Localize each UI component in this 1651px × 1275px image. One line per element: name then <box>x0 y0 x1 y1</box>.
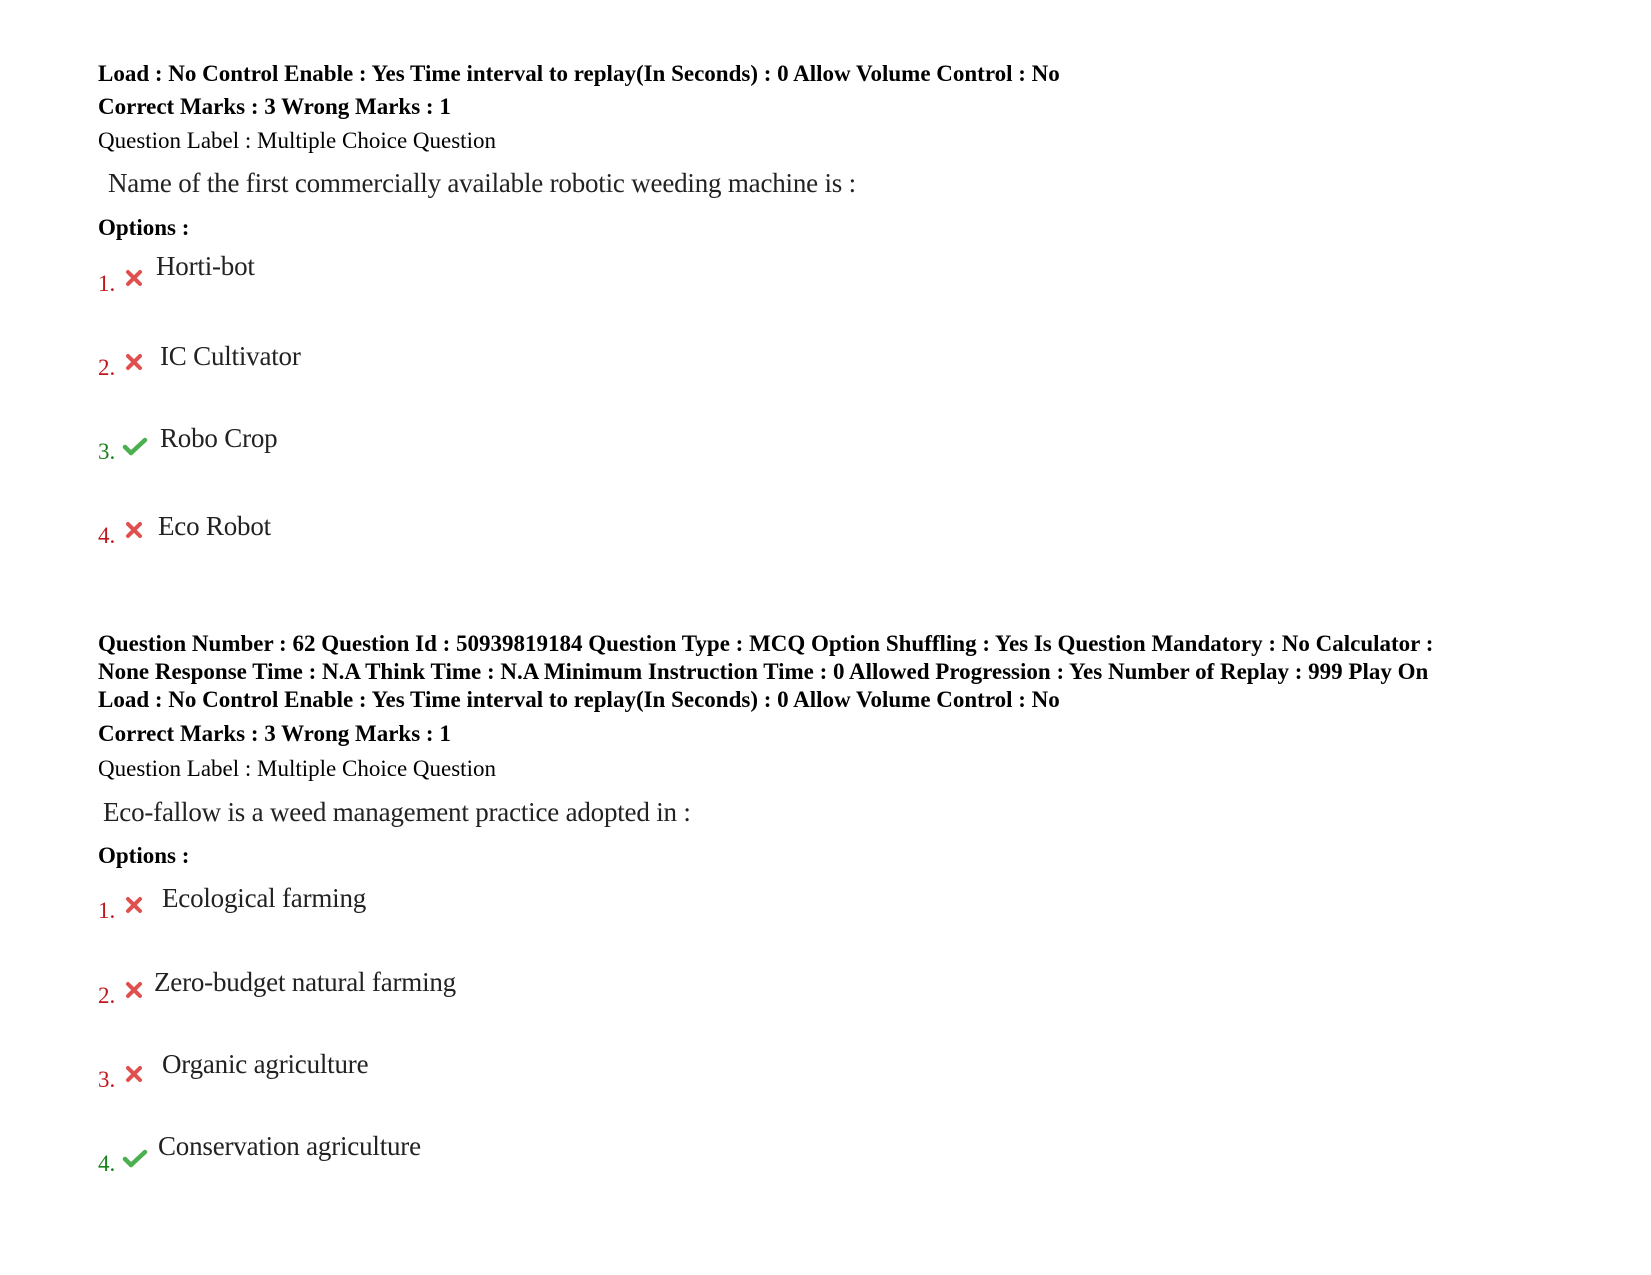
question-meta-line-2: None Response Time : N.A Think Time : N.A Minimum Instruction Time : 0 Allowed Progression : Yes Number of Replay : 999 Play On <box>98 659 1429 684</box>
cross-mark-icon <box>124 520 144 540</box>
question-meta-line-3: Load : No Control Enable : Yes Time interval to replay(In Seconds) : 0 Allow Volume Control : No <box>98 687 1060 712</box>
option-number: 4. <box>98 1151 116 1176</box>
cross-mark-icon <box>124 268 144 288</box>
check-mark-icon <box>122 436 148 456</box>
question-label: Question Label : Multiple Choice Question <box>98 756 496 781</box>
check-mark-icon <box>122 1148 148 1168</box>
option-number: 2. <box>98 983 116 1008</box>
option-number: 4. <box>98 523 116 548</box>
cross-mark-icon <box>124 895 144 915</box>
option-number: 1. <box>98 271 116 296</box>
question-meta-line-1: Question Number : 62 Question Id : 50939819184 Question Type : MCQ Option Shuffling : Yes Is Question Mandatory : No Calculator : <box>98 631 1434 656</box>
option-text: Organic agriculture <box>162 1049 369 1079</box>
options-heading: Options : <box>98 843 190 868</box>
option-text: Zero-budget natural farming <box>154 967 456 997</box>
option-text: Eco Robot <box>158 511 271 541</box>
question-meta-line-3: Load : No Control Enable : Yes Time interval to replay(In Seconds) : 0 Allow Volume Control : No <box>98 61 1060 86</box>
question-text: Eco-fallow is a weed management practice adopted in : <box>103 797 691 827</box>
option-text: IC Cultivator <box>160 341 301 371</box>
question-marks: Correct Marks : 3 Wrong Marks : 1 <box>98 94 451 119</box>
question-label: Question Label : Multiple Choice Question <box>98 128 496 153</box>
option-text: Robo Crop <box>160 423 278 453</box>
option-text: Ecological farming <box>162 883 367 913</box>
option-number: 3. <box>98 1067 116 1092</box>
question-marks: Correct Marks : 3 Wrong Marks : 1 <box>98 721 451 746</box>
question-text: Name of the first commercially available robotic weeding machine is : <box>108 168 856 198</box>
option-number: 3. <box>98 439 116 464</box>
cross-mark-icon <box>124 980 144 1000</box>
cross-mark-icon <box>124 352 144 372</box>
cross-mark-icon <box>124 1064 144 1084</box>
options-heading: Options : <box>98 215 190 240</box>
option-text: Conservation agriculture <box>158 1131 421 1161</box>
option-number: 2. <box>98 355 116 380</box>
option-text: Horti-bot <box>156 251 255 281</box>
option-number: 1. <box>98 898 116 923</box>
